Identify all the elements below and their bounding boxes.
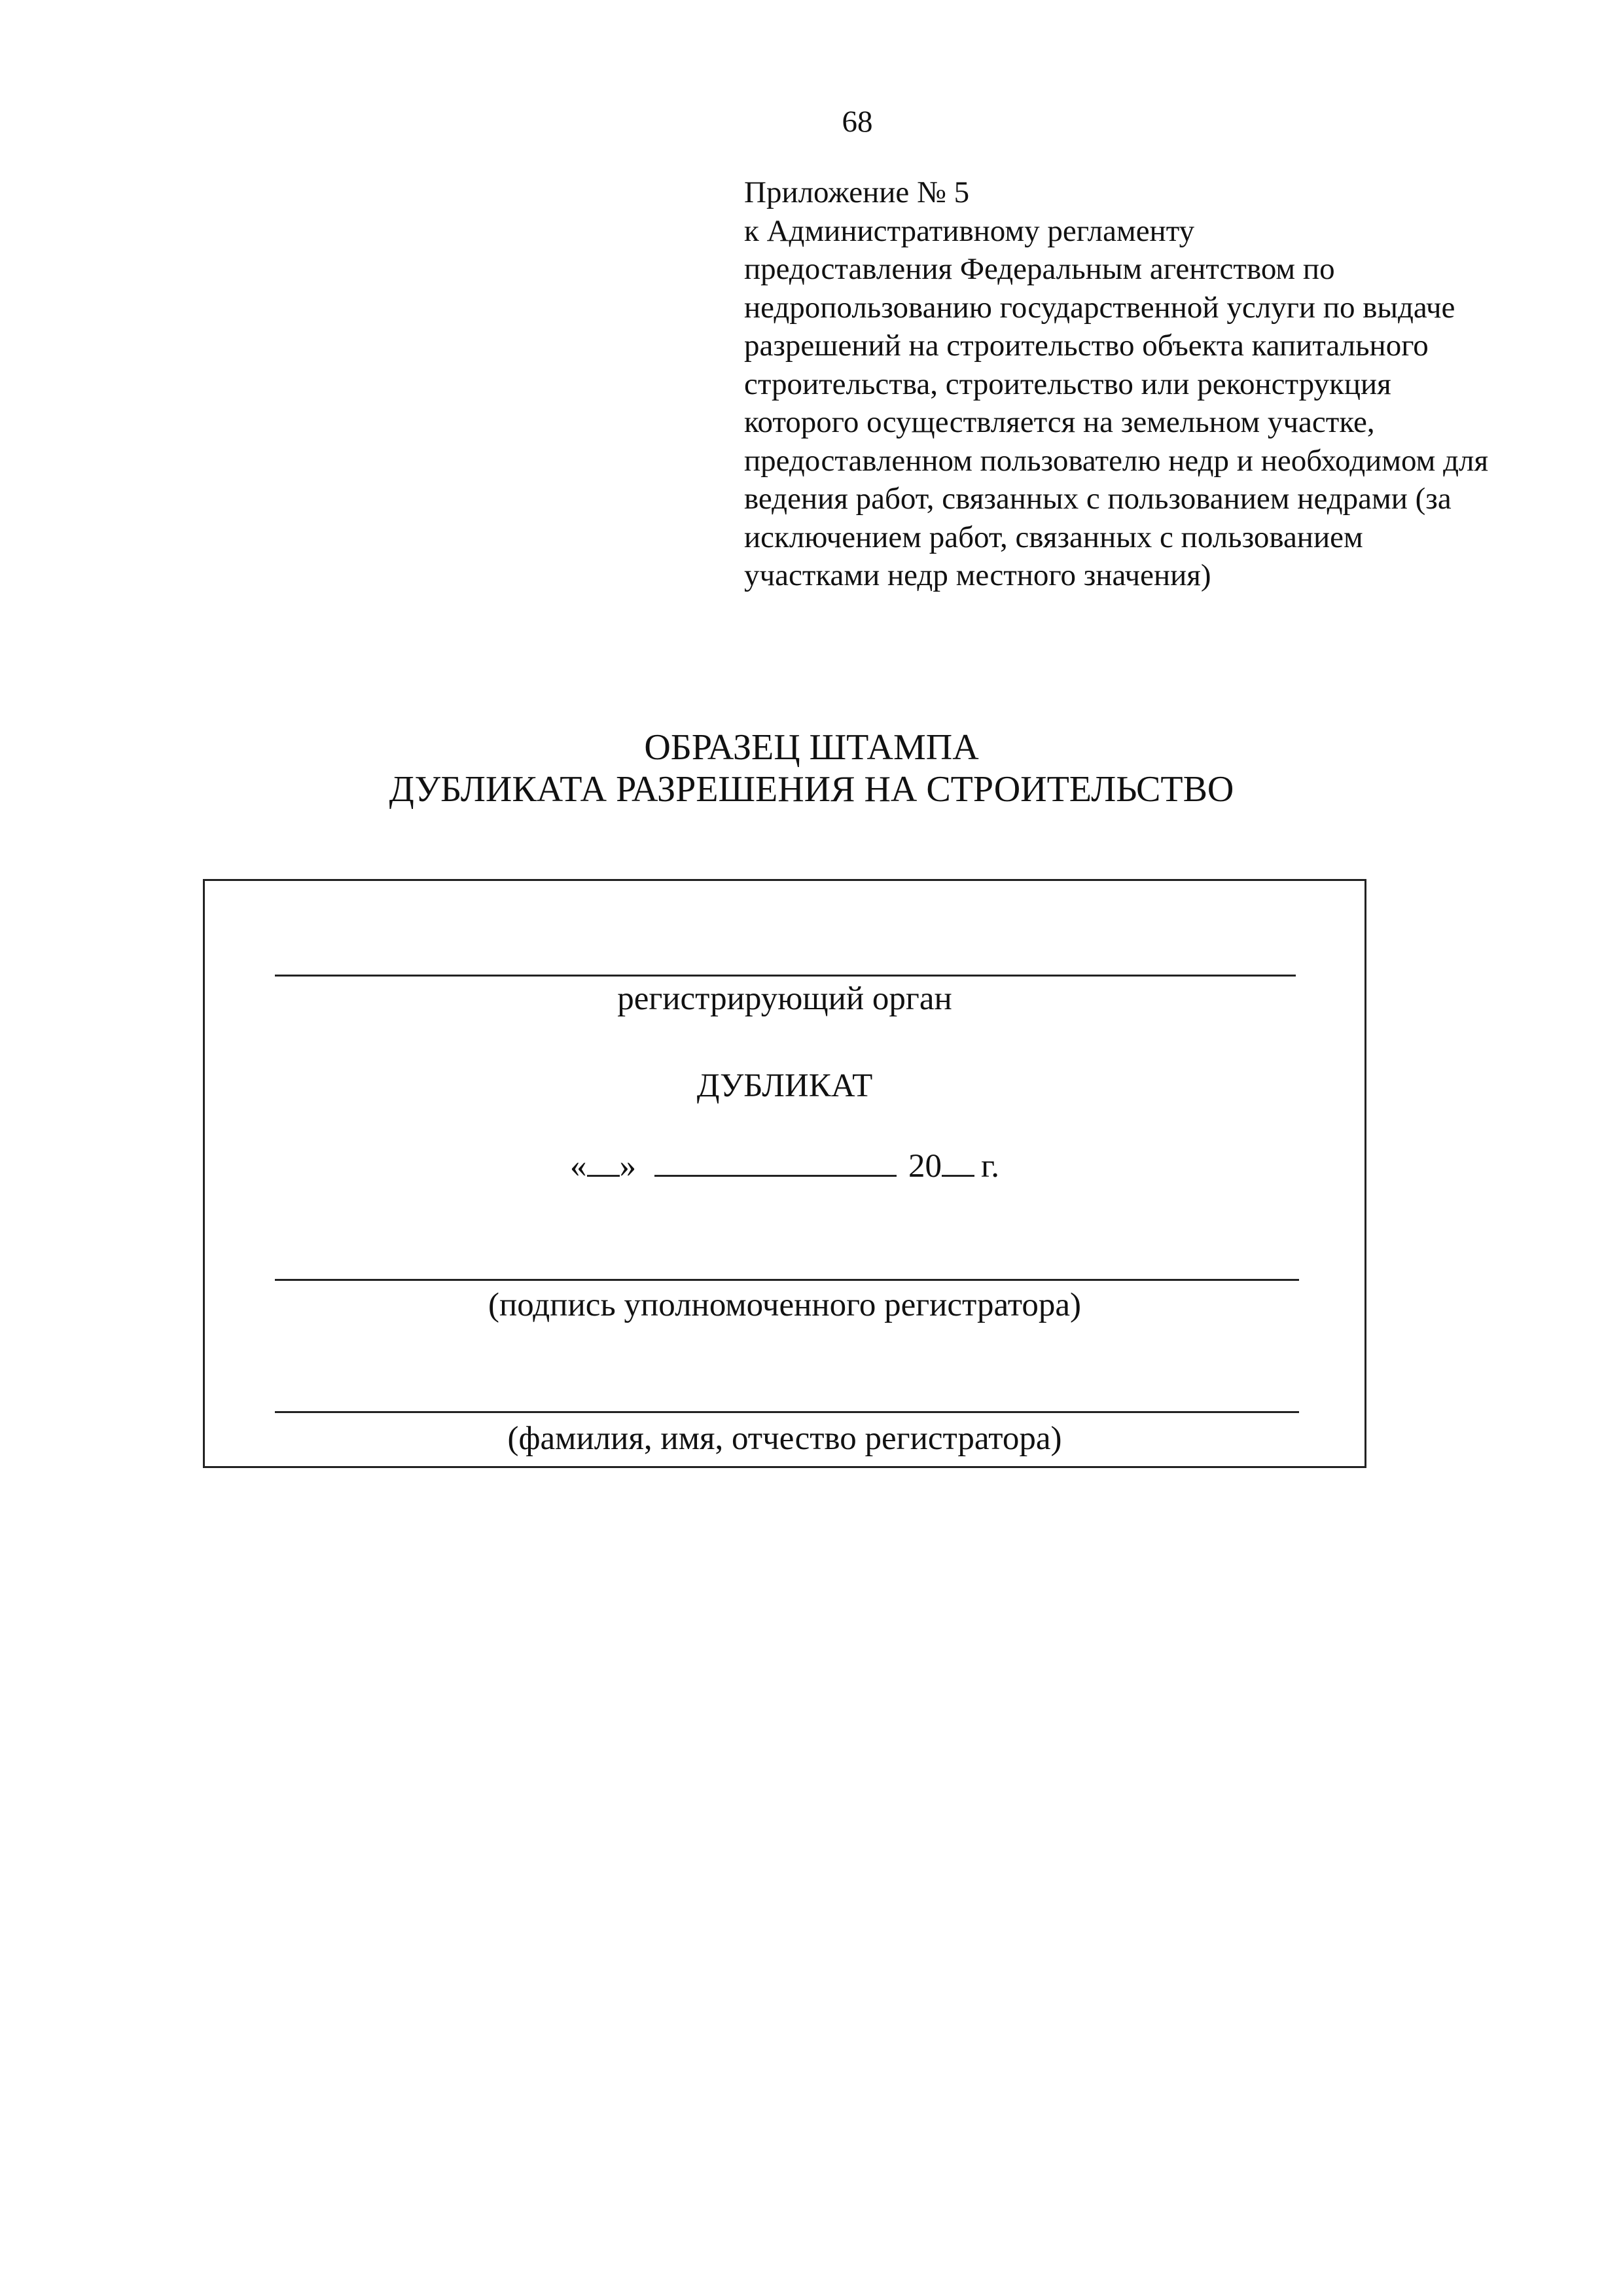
close-quote: » — [619, 1148, 637, 1185]
appendix-line: предоставления Федеральным агентством по — [744, 252, 1335, 286]
signature-label: (подпись уполномоченного регистратора) — [488, 1287, 1082, 1323]
document-title — [0, 726, 1623, 810]
appendix-header — [744, 173, 1549, 595]
month-blank — [654, 1146, 897, 1177]
appendix-line: которого осуществляется на земельном участке, — [744, 405, 1375, 439]
date-line — [205, 1146, 1364, 1186]
stamp-sample-box — [203, 879, 1366, 1468]
day-blank — [587, 1146, 620, 1177]
registering-body-label: регистрирующий орган — [617, 980, 952, 1017]
appendix-line: исключением работ, связанных с пользованием — [744, 520, 1363, 554]
appendix-line: Приложение № 5 — [744, 175, 970, 209]
appendix-line: к Административному регламенту — [744, 213, 1195, 248]
appendix-line: недропользованию государственной услуги по выдаче — [744, 290, 1455, 325]
appendix-line: участками недр местного значения) — [744, 558, 1211, 592]
title-line-2: ДУБЛИКАТА РАЗРЕШЕНИЯ НА СТРОИТЕЛЬСТВО — [389, 769, 1234, 810]
signature-line — [275, 1279, 1299, 1281]
year-blank — [942, 1146, 974, 1177]
appendix-line: разрешений на строительство объекта капитального — [744, 329, 1429, 363]
name-line — [275, 1411, 1299, 1413]
appendix-line: строительства, строительство или реконструкция — [744, 367, 1391, 401]
title-line-1: ОБРАЗЕЦ ШТАМПА — [644, 727, 979, 768]
year-suffix: г. — [981, 1148, 999, 1185]
appendix-line: ведения работ, связанных с пользованием недрами (за — [744, 482, 1452, 516]
open-quote: « — [570, 1148, 587, 1185]
name-label: (фамилия, имя, отчество регистратора) — [507, 1420, 1062, 1457]
registering-body-line — [275, 975, 1296, 977]
page-number: 68 — [842, 105, 873, 139]
appendix-line: предоставленном пользователю недр и необходимом для — [744, 443, 1489, 478]
duplicate-label: ДУБЛИКАТ — [696, 1067, 873, 1104]
year-prefix: 20 — [908, 1148, 942, 1185]
